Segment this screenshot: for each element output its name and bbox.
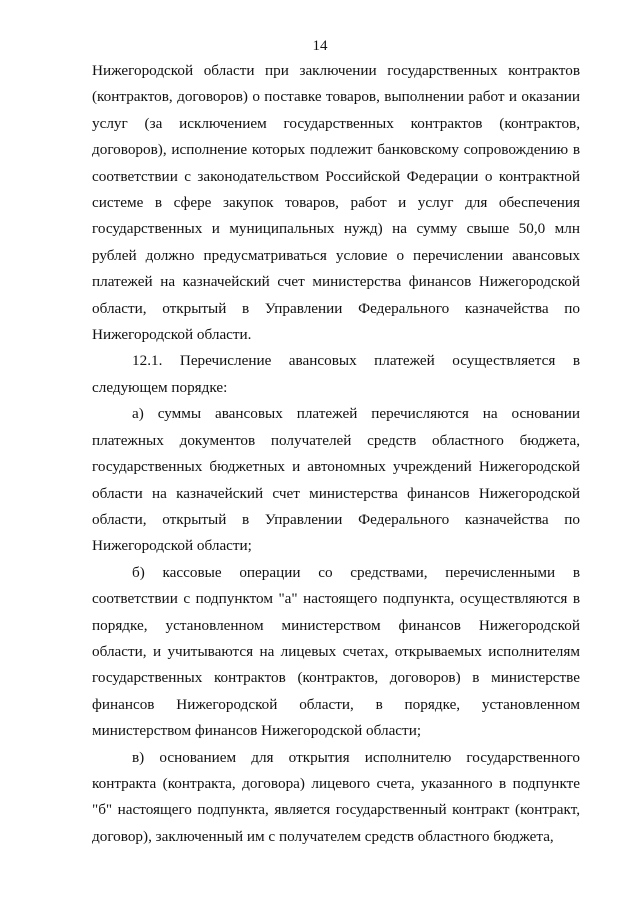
paragraph-subclause-b: б) кассовые операции со средствами, перечисленными в соответствии с подпунктом "а" настоящего подпункта, осуществляются в порядке, установленном министерством финансов Нижегородской области, и учитываются на лицевых счетах, открываемых исполнителям государственных контрактов (контрактов, договоров) в министерстве финансов Нижегородской области, в порядке, установленном министерством финансов Нижегородской области; <box>92 563 580 740</box>
document-body <box>92 58 580 850</box>
page-number: 14 <box>312 38 328 54</box>
paragraph-clause-12-1: 12.1. Перечисление авансовых платежей осуществляется в следующем порядке: <box>92 352 580 396</box>
paragraph-subclause-a: а) суммы авансовых платежей перечисляются на основании платежных документов получателей средств областного бюджета, государственных бюджетных и автономных учреждений Нижегородской области на казначейский счет министерства финансов Нижегородской области, открытый в Управлении Федерального казначейства по Нижегородской области; <box>92 405 580 555</box>
paragraph-continuation: Нижегородской области при заключении государственных контрактов (контрактов, договоров) о поставке товаров, выполнении работ и оказании услуг (за исключением государственных контрактов (контрактов, договоров), исполнение которых подлежит банковскому сопровождению в соответствии с законодательством Российской Федерации о контрактной системе в сфере закупок товаров, работ и услуг для обеспечения государственных и муниципальных нужд) на сумму свыше 50,0 млн рублей должно предусматриваться условие о перечислении авансовых платежей на казначейский счет министерства финансов Нижегородской области, открытый в Управлении Федерального казначейства по Нижегородской области. <box>92 62 580 344</box>
paragraph-subclause-v: в) основанием для открытия исполнителю государственного контракта (контракта, договора) лицевого счета, указанного в подпункте "б" настоящего подпункта, является государственный контракт (контракт, договор), заключенный им с получателем средств областного бюджета, <box>92 748 580 845</box>
